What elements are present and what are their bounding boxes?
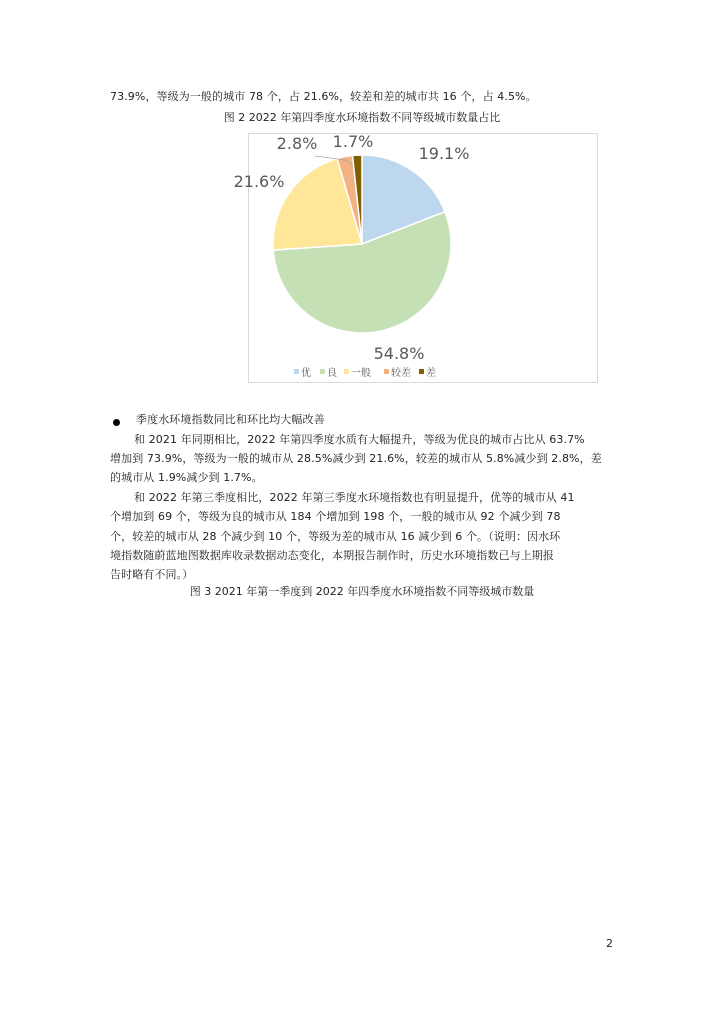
section-heading: 季度水环境指数同比和环比均大幅改善 (136, 413, 325, 426)
legend-swatch-3 (344, 369, 349, 374)
legend-label-3: 一般 (351, 368, 371, 379)
para1-line-2: 增加到 73.9%，等级为一般的城市从 28.5%减少到 21.6%，较差的城市从 5.8%减少到 2.8%，差 (110, 452, 602, 465)
pie-chart-frame (233, 132, 598, 383)
para2-line-2: 个增加到 69 个，等级为良的城市从 184 个增加到 198 个，一般的城市从 92 个减少到 78 (110, 510, 561, 523)
para1-line-3: 的城市从 1.9%减少到 1.7%。 (110, 471, 263, 484)
legend-swatch-1 (294, 369, 299, 374)
data-label-4: 2.8% (276, 134, 318, 153)
page-number: 2 (606, 937, 613, 950)
figure2-caption: 图 2 2022 年第四季度水环境指数不同等级城市数量占比 (223, 111, 501, 124)
legend-label-1: 优 (301, 368, 311, 379)
bullet-icon (113, 419, 120, 426)
legend-label-2: 良 (327, 368, 337, 379)
legend-label-4: 较差 (391, 368, 411, 379)
legend-swatch-5 (419, 369, 424, 374)
figure3-caption: 图 3 2021 年第一季度到 2022 年四季度水环境指数不同等级城市数量 (189, 585, 535, 598)
para2-line-5: 告时略有不同。） (110, 568, 194, 581)
para2-line-3: 个，较差的城市从 28 个减少到 10 个，等级为差的城市从 16 减少到 6 个。（说明：因水环 (110, 530, 561, 543)
data-label-2: 54.8% (373, 344, 425, 363)
data-label-3: 21.6% (233, 172, 285, 191)
legend-label-5: 差 (426, 368, 436, 379)
para2-line-4: 境指数随蔚蓝地图数据库收录数据动态变化，本期报告制作时，历史水环境指数已与上期报 (110, 549, 554, 562)
para1-line-1: 和 2021 年同期相比，2022 年第四季度水质有大幅提升，等级为优良的城市占比从 63.7% (134, 433, 585, 446)
legend-swatch-2 (320, 369, 325, 374)
data-label-5: 1.7% (332, 132, 374, 151)
data-label-1: 19.1% (418, 144, 470, 163)
pie-chart (233, 132, 597, 382)
intro-line: 73.9%，等级为一般的城市 78 个，占 21.6%，较差和差的城市共 16 个，占 4.5%。 (110, 90, 537, 103)
legend-swatch-4 (384, 369, 389, 374)
para2-line-1: 和 2022 年第三季度相比，2022 年第三季度水环境指数也有明显提升，优等的城市从 41 (134, 491, 575, 504)
